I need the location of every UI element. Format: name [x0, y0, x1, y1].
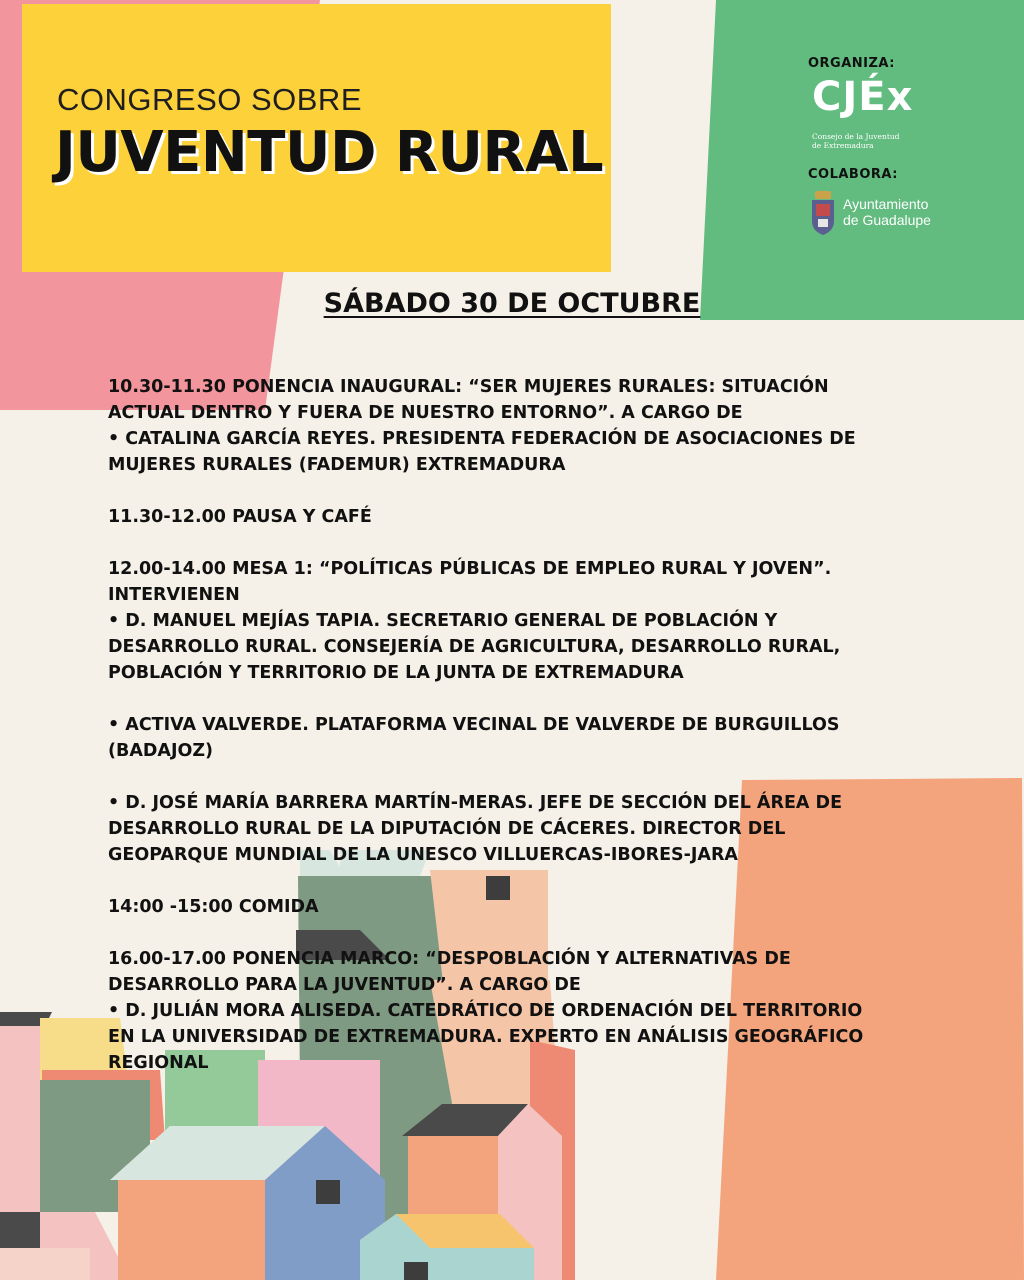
program-line: • D. JOSÉ MARÍA BARRERA MARTÍN-MERAS. JEFE DE SECCIÓN DEL ÁREA DE [108, 793, 843, 813]
program-line: POBLACIÓN Y TERRITORIO DE LA JUNTA DE EXTREMADURA [108, 663, 684, 683]
ayuntamiento-line2: de Guadalupe [843, 212, 931, 228]
program-line: • D. JULIÁN MORA ALISEDA. CATEDRÁTICO DE ORDENACIÓN DEL TERRITORIO [108, 1001, 863, 1021]
program-line: 11.30-12.00 PAUSA Y CAFÉ [108, 507, 372, 527]
title-subtitle: CONGRESO SOBRE [57, 82, 362, 117]
program-line: ACTUAL DENTRO Y FUERA DE NUESTRO ENTORNO”. A CARGO DE [108, 403, 743, 423]
program-block-inaugural [108, 374, 968, 478]
program-line: GEOPARQUE MUNDIAL DE LA UNESCO VILLUERCAS-IBORES-JARA [108, 845, 738, 865]
program-line: 10.30-11.30 PONENCIA INAUGURAL: “SER MUJERES RURALES: SITUACIÓN [108, 377, 829, 397]
cjex-subtitle-line1: Consejo de la Juventud [812, 132, 900, 141]
program-block-pausa [108, 504, 968, 530]
program-list [108, 374, 968, 1076]
cjex-logo-text: CJÉx [812, 74, 914, 120]
date-heading: SÁBADO 30 DE OCTUBRE [323, 288, 701, 319]
ayuntamiento-logo-text [843, 196, 931, 228]
colabora-label: COLABORA: [808, 167, 898, 182]
program-line: • ACTIVA VALVERDE. PLATAFORMA VECINAL DE VALVERDE DE BURGUILLOS [108, 715, 840, 735]
green-panel [700, 0, 1024, 320]
cjex-subtitle [812, 132, 922, 150]
cjex-subtitle-line2: de Extremadura [812, 141, 874, 150]
program-line: 14:00 -15:00 COMIDA [108, 897, 319, 917]
program-block-marco [108, 946, 968, 1076]
program-line: • CATALINA GARCÍA REYES. PRESIDENTA FEDERACIÓN DE ASOCIACIONES DE [108, 429, 856, 449]
program-block-barrera [108, 790, 968, 868]
program-line: 12.00-14.00 MESA 1: “POLÍTICAS PÚBLICAS DE EMPLEO RURAL Y JOVEN”. [108, 559, 832, 579]
program-block-mesa [108, 556, 968, 686]
program-line: MUJERES RURALES (FADEMUR) EXTREMADURA [108, 455, 566, 475]
program-line: 16.00-17.00 PONENCIA MARCO: “DESPOBLACIÓN Y ALTERNATIVAS DE [108, 949, 791, 969]
program-line: REGIONAL [108, 1053, 209, 1073]
program-line: EN LA UNIVERSIDAD DE EXTREMADURA. EXPERTO EN ANÁLISIS GEOGRÁFICO [108, 1027, 864, 1047]
ayuntamiento-line1: Ayuntamiento [843, 196, 929, 212]
program-line: INTERVIENEN [108, 585, 240, 605]
organiza-label: ORGANIZA: [808, 56, 895, 71]
program-line: (BADAJOZ) [108, 741, 214, 761]
program-line: DESARROLLO RURAL DE LA DIPUTACIÓN DE CÁCERES. DIRECTOR DEL [108, 819, 786, 839]
title-main: JUVENTUD RURAL [55, 120, 604, 185]
program-line: DESARROLLO RURAL. CONSEJERÍA DE AGRICULTURA, DESARROLLO RURAL, [108, 637, 841, 657]
program-block-comida [108, 894, 968, 920]
program-block-activa [108, 712, 968, 764]
program-line: • D. MANUEL MEJÍAS TAPIA. SECRETARIO GENERAL DE POBLACIÓN Y [108, 611, 778, 631]
program-line: DESARROLLO PARA LA JUVENTUD”. A CARGO DE [108, 975, 581, 995]
shield-icon [810, 191, 836, 235]
